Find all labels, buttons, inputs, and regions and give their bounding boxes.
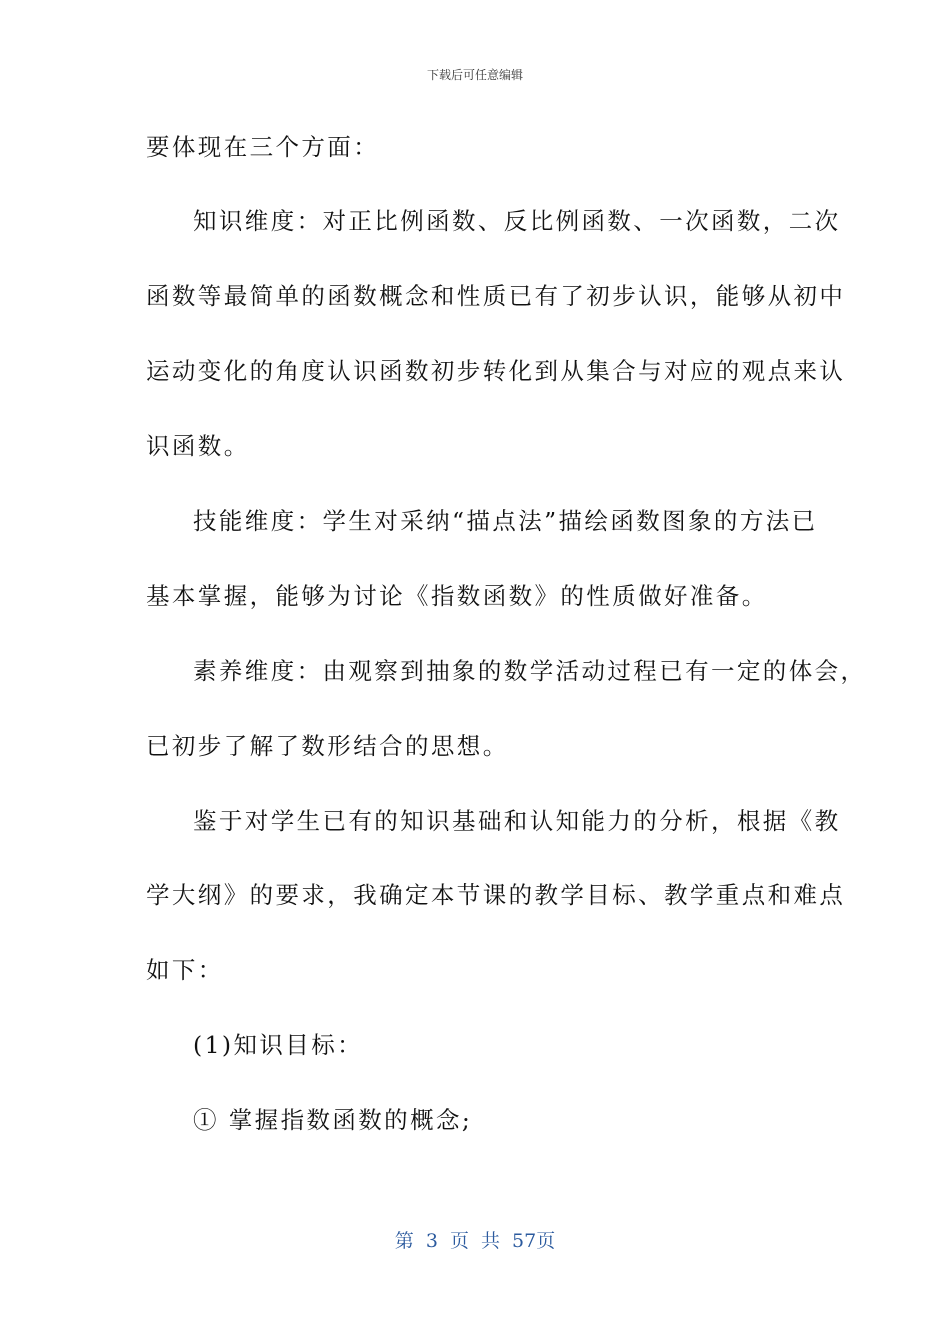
page-header: 下载后可任意编辑 (426, 68, 523, 82)
page-number-footer: 第 3 页 共 57页 (394, 1230, 556, 1252)
text-line: 已初步了解了数形结合的思想。 (146, 732, 509, 760)
text-line: 要体现在三个方面： (146, 133, 380, 161)
text-line: 技能维度：学生对采纳“描点法”描绘函数图象的方法已 (193, 507, 818, 535)
text-line: 学大纲》的要求，我确定本节课的教学目标、教学重点和难点 (146, 881, 846, 909)
text-line: 鉴于对学生已有的知识基础和认知能力的分析，根据《教 (193, 807, 841, 835)
text-line: 识函数。 (146, 432, 250, 460)
text-line: 函数等最简单的函数概念和性质已有了初步认识，能够从初中 (146, 282, 846, 310)
text-line: 基本掌握，能够为讨论《指数函数》的性质做好准备。 (146, 582, 768, 610)
text-line: 知识维度：对正比例函数、反比例函数、一次函数，二次 (193, 207, 841, 235)
text-line: (1)知识目标： (193, 1031, 363, 1059)
text-line: 运动变化的角度认识函数初步转化到从集合与对应的观点来认 (146, 357, 846, 385)
text-line: 如下： (146, 956, 224, 984)
text-line: ① 掌握指数函数的概念; (193, 1106, 473, 1134)
text-line: 素养维度：由观察到抽象的数学活动过程已有一定的体会， (193, 657, 867, 685)
